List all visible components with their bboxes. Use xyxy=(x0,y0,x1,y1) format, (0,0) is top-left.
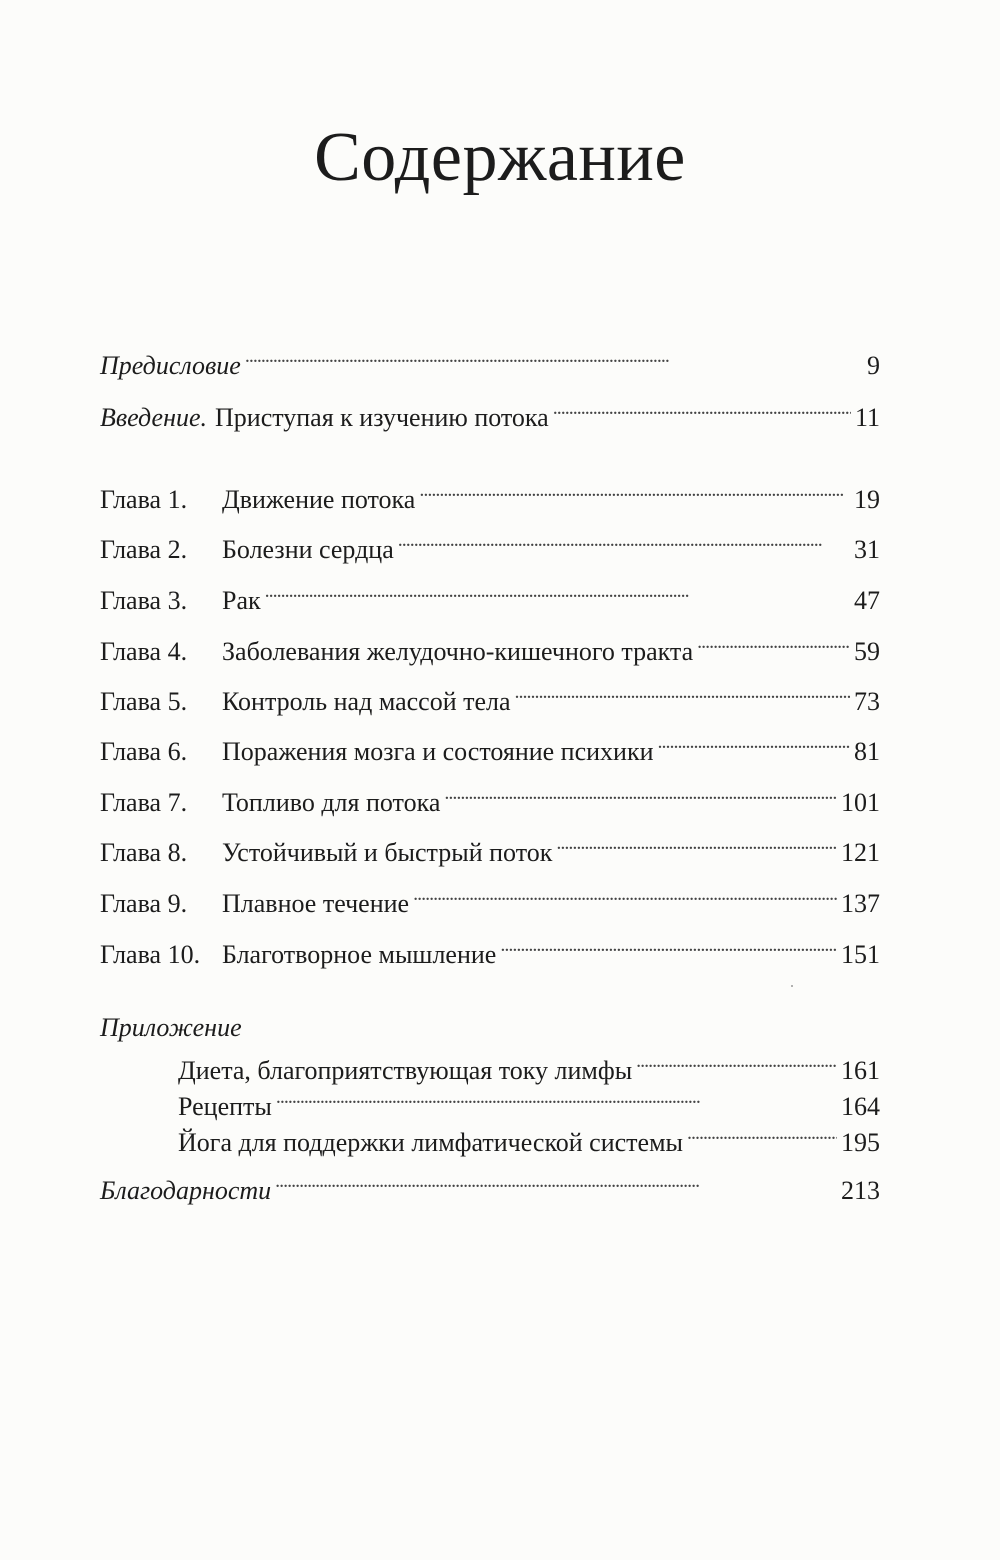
toc-entry-chapter-6[interactable] xyxy=(100,724,880,766)
chapter-number: Глава 5. xyxy=(100,687,188,716)
toc-entry-page: 19 xyxy=(854,485,880,514)
toc-entry-chapter-2[interactable] xyxy=(100,522,880,564)
leader-dots xyxy=(275,1163,837,1199)
chapter-title: Плавное течение xyxy=(222,889,410,918)
toc-entry-chapter-3[interactable] xyxy=(100,573,880,615)
toc-entry-page: 121 xyxy=(841,838,880,867)
toc-entry-page: 47 xyxy=(854,586,880,615)
chapter-number: Глава 2. xyxy=(100,535,188,564)
chapter-title: Болезни сердца xyxy=(222,535,394,564)
toc-entry-chapter-10[interactable] xyxy=(100,927,880,969)
chapter-number: Глава 4. xyxy=(100,637,188,666)
appendix-item-title: Рецепты xyxy=(178,1092,272,1121)
leader-dots xyxy=(556,825,837,861)
toc-entry-page: 164 xyxy=(841,1092,880,1121)
toc-entry-chapter-5[interactable] xyxy=(100,674,880,716)
toc-entry-chapter-1[interactable] xyxy=(100,472,880,514)
leader-dots xyxy=(697,624,850,660)
leader-dots xyxy=(553,390,851,426)
toc-entry-chapter-4[interactable] xyxy=(100,624,880,666)
toc-entry-page: 213 xyxy=(841,1176,880,1205)
toc-entry-label: Благодарности xyxy=(100,1176,272,1205)
print-speck xyxy=(791,985,793,987)
leader-dots xyxy=(398,522,850,558)
toc-entry-chapter-7[interactable] xyxy=(100,775,880,817)
toc-entry-label: Предисловие xyxy=(100,351,241,380)
leader-dots xyxy=(413,876,837,912)
toc-entry-chapter-8[interactable] xyxy=(100,825,880,867)
leader-dots xyxy=(444,775,837,811)
appendix-heading: Приложение xyxy=(100,1013,242,1042)
toc-entry-label: Приступая к изучению потока xyxy=(215,403,549,432)
leader-dots xyxy=(658,724,850,760)
chapter-title: Контроль над массой тела xyxy=(222,687,511,716)
toc-entry-page: 31 xyxy=(854,535,880,564)
chapter-number: Глава 1. xyxy=(100,485,188,514)
toc-entry-label-italic: Введение. xyxy=(100,403,208,432)
chapter-title: Топливо для потока xyxy=(222,788,441,817)
toc-entry-appendix-yoga[interactable] xyxy=(178,1115,880,1157)
leader-dots xyxy=(276,1079,837,1115)
toc-entry-preface[interactable] xyxy=(100,338,880,380)
toc-entry-page: 73 xyxy=(854,687,880,716)
chapter-number: Глава 10. xyxy=(100,940,201,969)
leader-dots xyxy=(687,1115,837,1151)
toc-entry-page: 59 xyxy=(854,637,880,666)
chapter-title: Движение потока xyxy=(222,485,416,514)
appendix-item-title: Йога для поддержки лимфатической системы xyxy=(178,1128,683,1157)
chapter-number: Глава 7. xyxy=(100,788,188,817)
toc-entry-page: 161 xyxy=(841,1056,880,1085)
chapter-title: Рак xyxy=(222,586,261,615)
toc-entry-page: 151 xyxy=(841,940,880,969)
toc-entry-page: 11 xyxy=(854,403,880,432)
chapter-number: Глава 6. xyxy=(100,737,188,766)
leader-dots xyxy=(515,674,850,710)
toc-entry-page: 81 xyxy=(854,737,880,766)
toc-entry-page: 9 xyxy=(867,351,880,380)
appendix-item-title: Диета, благоприятствующая току лимфы xyxy=(178,1056,633,1085)
toc-entry-page: 137 xyxy=(841,889,880,918)
chapter-number: Глава 8. xyxy=(100,838,188,867)
chapter-title: Поражения мозга и состояние психики xyxy=(222,737,654,766)
toc-entry-introduction[interactable] xyxy=(100,390,880,432)
leader-dots xyxy=(500,927,837,963)
toc-entry-appendix-diet[interactable] xyxy=(178,1043,880,1085)
toc-entry-appendix-recipes[interactable] xyxy=(178,1079,880,1121)
chapter-number: Глава 3. xyxy=(100,586,188,615)
chapter-title: Благотворное мышление xyxy=(222,940,497,969)
leader-dots xyxy=(419,472,850,508)
chapter-title: Устойчивый и быстрый поток xyxy=(222,838,553,867)
page-title: Содержание xyxy=(314,119,686,196)
chapter-number: Глава 9. xyxy=(100,889,188,918)
toc-entry-page: 101 xyxy=(841,788,880,817)
toc-entry-page: 195 xyxy=(841,1128,880,1157)
toc-entry-chapter-9[interactable] xyxy=(100,876,880,918)
chapter-title: Заболевания желудочно-кишечного тракта xyxy=(222,637,694,666)
leader-dots xyxy=(265,573,850,609)
toc-entry-acknowledgements[interactable] xyxy=(100,1163,880,1205)
leader-dots xyxy=(636,1043,837,1079)
leader-dots xyxy=(245,338,863,374)
